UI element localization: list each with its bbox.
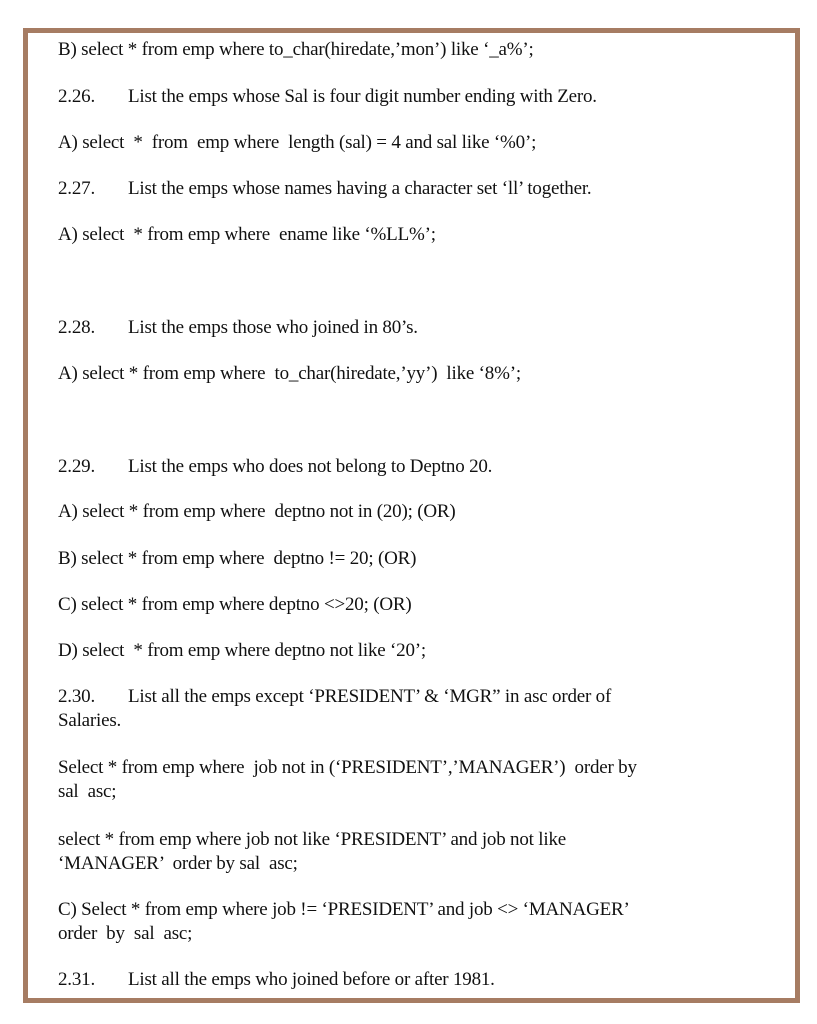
answer-line: A) select * from emp where to_char(hiredate,’yy’) like ‘8%’; (58, 363, 521, 384)
question-2-29 (58, 455, 492, 479)
question-text: List the emps those who joined in 80’s. (128, 317, 418, 338)
question-2-27 (58, 177, 591, 201)
answer-continuation: ‘MANAGER’ order by sal asc; (58, 853, 298, 874)
question-number: 2.27. (58, 178, 96, 199)
answer-line: B) select * from emp where deptno != 20; (OR) (58, 548, 417, 569)
question-text: List all the emps who joined before or after 1981. (128, 969, 495, 990)
question-text: List the emps whose Sal is four digit number ending with Zero. (128, 86, 597, 107)
answer-line: A) select * from emp where length (sal) = 4 and sal like ‘%0’; (58, 132, 537, 153)
question-text: List all the emps except ‘PRESIDENT’ & ‘MGR” in asc order of (128, 686, 612, 707)
question-continuation: Salaries. (58, 710, 122, 731)
question-2-31 (58, 968, 495, 992)
answer-continuation: order by sal asc; (58, 923, 193, 944)
question-number: 2.29. (58, 456, 96, 477)
answer-line: Select * from emp where job not in (‘PRESIDENT’,’MANAGER’) order by (58, 757, 637, 778)
answer-continuation: sal asc; (58, 781, 117, 802)
question-2-28 (58, 316, 418, 340)
question-number: 2.28. (58, 317, 96, 338)
question-number: 2.30. (58, 686, 96, 707)
question-number: 2.26. (58, 86, 96, 107)
question-2-30 (58, 685, 611, 709)
answer-line: B) select * from emp where to_char(hiredate,’mon’) like ‘_a%’; (58, 39, 534, 60)
answer-line: A) select * from emp where ename like ‘%LL%’; (58, 224, 436, 245)
answer-line: A) select * from emp where deptno not in (20); (OR) (58, 501, 456, 522)
question-number: 2.31. (58, 969, 96, 990)
answer-line: C) select * from emp where deptno <>20; (OR) (58, 594, 412, 615)
question-text: List the emps whose names having a character set ‘ll’ together. (128, 178, 592, 199)
answer-line: C) Select * from emp where job != ‘PRESIDENT’ and job <> ‘MANAGER’ (58, 899, 630, 920)
question-text: List the emps who does not belong to Deptno 20. (128, 456, 493, 477)
answer-line: select * from emp where job not like ‘PRESIDENT’ and job not like (58, 829, 566, 850)
question-2-26 (58, 85, 597, 109)
answer-line: D) select * from emp where deptno not like ‘20’; (58, 640, 426, 661)
